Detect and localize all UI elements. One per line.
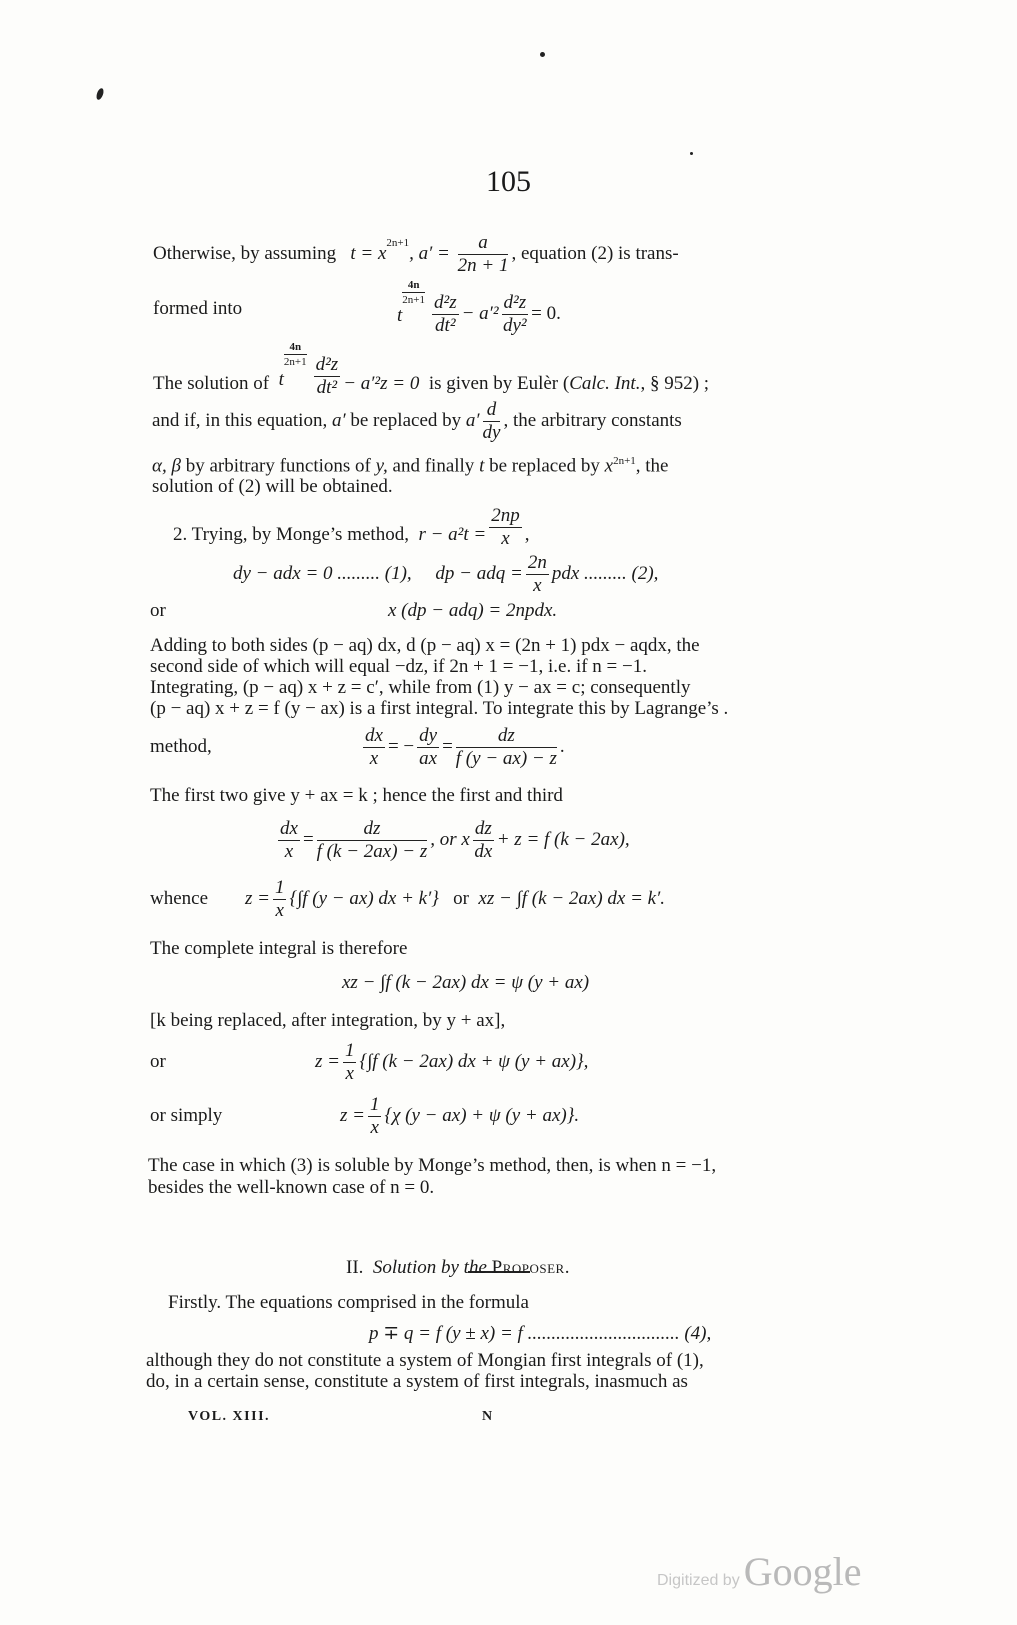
math: dy − adx = 0 ......... (1), — [233, 562, 412, 584]
fraction — [473, 818, 494, 863]
denominator: 2n+1 — [283, 356, 307, 368]
digitized-watermark — [657, 1548, 861, 1595]
text: is given by Eulèr ( — [428, 372, 570, 394]
math: t = x — [350, 242, 387, 264]
fraction — [363, 725, 385, 770]
denominator: x — [369, 748, 379, 769]
math: = — [442, 735, 453, 757]
signature-mark: N — [482, 1409, 494, 1424]
math: pdx ......... (2), — [551, 562, 659, 584]
math: {∫f (k − 2ax) dx + ψ (y + ax)}, — [359, 1050, 589, 1072]
denominator: x — [284, 841, 294, 862]
text: by arbitrary functions of — [185, 455, 371, 477]
math: y, — [375, 455, 388, 477]
numerator: 1 — [344, 1040, 355, 1061]
text-line: The complete integral is therefore — [150, 938, 408, 959]
math: α, β — [152, 455, 181, 477]
math: {χ (y − ax) + ψ (y + ax)}. — [384, 1104, 580, 1126]
denominator: f (k − 2ax) − z — [316, 841, 428, 862]
fraction — [502, 292, 529, 337]
volume-label: VOL. XIII. — [188, 1409, 271, 1424]
text: or — [150, 1050, 166, 1072]
math: xz − ∫f (k − 2ax) dx = k′. — [478, 887, 665, 909]
equation — [150, 725, 565, 770]
denominator: ax — [419, 748, 438, 769]
math: z = — [245, 887, 270, 909]
section-heading — [346, 1257, 570, 1279]
denominator: 2n + 1 — [457, 255, 509, 276]
fraction — [417, 725, 439, 770]
equation — [150, 877, 665, 922]
text-line: The first two give y + ax = k ; hence the first and third — [150, 785, 563, 806]
math: dp − adq = — [435, 562, 523, 584]
denominator: x — [370, 1117, 379, 1138]
math: r − a²t = — [418, 523, 487, 545]
paragraph-line: Adding to both sides (p − aq) dx, d (p − aq) x = (2n + 1) pdx − aqdx, the — [150, 635, 700, 656]
text-line: solution of (2) will be obtained. — [152, 476, 393, 497]
exponent-fraction — [402, 278, 425, 307]
text: whence — [150, 887, 209, 909]
paragraph-line: besides the well-known case of n = 0. — [148, 1177, 435, 1198]
math: . — [559, 735, 565, 757]
numerator: 1 — [274, 877, 285, 898]
math: − a′²z = 0 — [343, 372, 420, 394]
text: II. — [346, 1257, 364, 1278]
denominator: dt² — [435, 315, 456, 336]
fraction — [458, 232, 509, 277]
numerator: a — [458, 232, 509, 255]
equation: x (dp − adq) = 2npdx. — [388, 600, 558, 621]
text: or simply — [150, 1104, 223, 1126]
math: x — [604, 455, 614, 477]
denominator: x — [501, 528, 510, 549]
equation — [150, 1094, 579, 1139]
text: method, — [150, 735, 212, 757]
text: Proposer. — [491, 1257, 570, 1278]
google-logo: Google — [743, 1549, 862, 1594]
math: = 0. — [531, 302, 561, 324]
numerator: d²z — [315, 354, 339, 375]
watermark-prefix: Digitized by — [657, 1572, 740, 1589]
text: , equation (2) is trans- — [511, 242, 679, 264]
paragraph-line: although they do not constitute a system of Mongian first integrals of (1), — [146, 1350, 704, 1371]
numerator: dx — [365, 725, 383, 746]
denominator: dx — [474, 841, 493, 862]
text: , § 952) ; — [640, 372, 710, 394]
math: , or x — [430, 828, 470, 850]
fraction — [432, 292, 459, 337]
denominator: f (y − ax) − z — [455, 748, 557, 769]
text: 2. Trying, by Monge’s method, — [173, 523, 409, 545]
numerator: 4n — [402, 278, 425, 293]
math: − a′² — [461, 302, 499, 324]
numerator: dx — [280, 818, 298, 839]
numerator: dz — [456, 725, 557, 748]
superscript: 2n+1 — [386, 236, 410, 249]
paragraph-line: second side of which will equal −dz, if 2n + 1 = −1, i.e. if n = −1. — [150, 656, 647, 677]
math: a′ — [331, 409, 346, 431]
numerator: dy — [419, 725, 438, 746]
text-line — [153, 232, 679, 277]
fraction — [314, 354, 341, 399]
text-line: [k being replaced, after integration, by y + ax], — [150, 1010, 506, 1031]
equation — [397, 278, 561, 336]
paragraph-line: do, in a certain sense, constitute a system of first integrals, inasmuch as — [146, 1371, 688, 1392]
fraction — [526, 552, 549, 597]
math: t — [397, 304, 403, 326]
text: Otherwise, by assuming — [153, 242, 337, 264]
denominator: 2n+1 — [402, 294, 425, 306]
numerator: 2np — [491, 505, 520, 526]
numerator: 1 — [369, 1094, 380, 1115]
equation: xz − ∫f (k − 2ax) dx = ψ (y + ax) — [342, 972, 590, 993]
equation — [150, 1040, 588, 1085]
text-line: or — [150, 600, 166, 621]
paragraph-line: The case in which (3) is soluble by Monge’s method, then, is when n = −1, — [148, 1155, 717, 1176]
text-line: Firstly. The equations comprised in the formula — [168, 1292, 529, 1313]
math: = — [302, 828, 314, 850]
math: + z = f (k − 2ax), — [496, 828, 630, 850]
text-line — [173, 505, 529, 550]
denominator: dy — [482, 422, 501, 443]
math: a′ — [465, 409, 480, 431]
numerator: dz — [474, 818, 492, 839]
denominator: x — [275, 900, 284, 921]
denominator: dt² — [316, 377, 338, 398]
numerator: d²z — [434, 292, 457, 313]
numerator: 4n — [284, 340, 307, 355]
fraction — [343, 1040, 357, 1085]
fraction — [489, 505, 522, 550]
math: = − — [387, 735, 415, 757]
text: or — [453, 887, 469, 909]
numerator: dz — [317, 818, 428, 841]
text: , the — [635, 455, 669, 477]
numerator: 2n — [527, 552, 547, 573]
text: , the arbitrary constants — [503, 409, 682, 431]
text-line — [153, 340, 710, 398]
text: be replaced by — [489, 455, 600, 477]
text: be replaced by — [350, 409, 462, 431]
denominator: x — [533, 575, 542, 596]
exponent-fraction — [284, 340, 307, 369]
math: {∫f (y − ax) dx + k′} — [289, 887, 439, 909]
math: t — [278, 368, 284, 390]
fraction — [456, 725, 557, 770]
numerator: d — [483, 399, 501, 422]
fraction — [483, 399, 501, 444]
equation — [275, 818, 630, 863]
text: Solution by the — [372, 1257, 487, 1278]
denominator: dy² — [503, 315, 527, 336]
text: , — [524, 523, 530, 545]
math: t — [479, 455, 485, 477]
text: The solution of — [153, 372, 270, 394]
page-number: 105 — [486, 165, 531, 198]
denominator: x — [345, 1063, 354, 1084]
citation: Calc. Int. — [569, 372, 641, 394]
text: and finally — [392, 455, 475, 477]
math: , a′ = — [409, 242, 450, 264]
math: z = — [340, 1104, 365, 1126]
fraction — [368, 1094, 382, 1139]
text-line: formed into — [153, 298, 243, 319]
paragraph-line: Integrating, (p − aq) x + z = c′, while from (1) y − ax = c; consequently — [150, 677, 691, 698]
fraction — [317, 818, 428, 863]
text-line — [152, 455, 669, 477]
ink-speck — [95, 87, 105, 100]
ink-speck — [690, 152, 693, 155]
equation — [233, 552, 658, 597]
math: z = — [315, 1050, 340, 1072]
ink-speck — [540, 52, 545, 57]
text: and if, in this equation, — [152, 409, 328, 431]
fraction — [278, 818, 300, 863]
fraction — [273, 877, 287, 922]
superscript: 2n+1 — [613, 455, 636, 467]
text-line — [152, 399, 682, 444]
equation: p ∓ q = f (y ± x) = f ................................ (4), — [369, 1323, 712, 1344]
paragraph-line: (p − aq) x + z = f (y − ax) is a first integral. To integrate this by Lagrange’s . — [150, 698, 729, 719]
numerator: d²z — [503, 292, 527, 313]
